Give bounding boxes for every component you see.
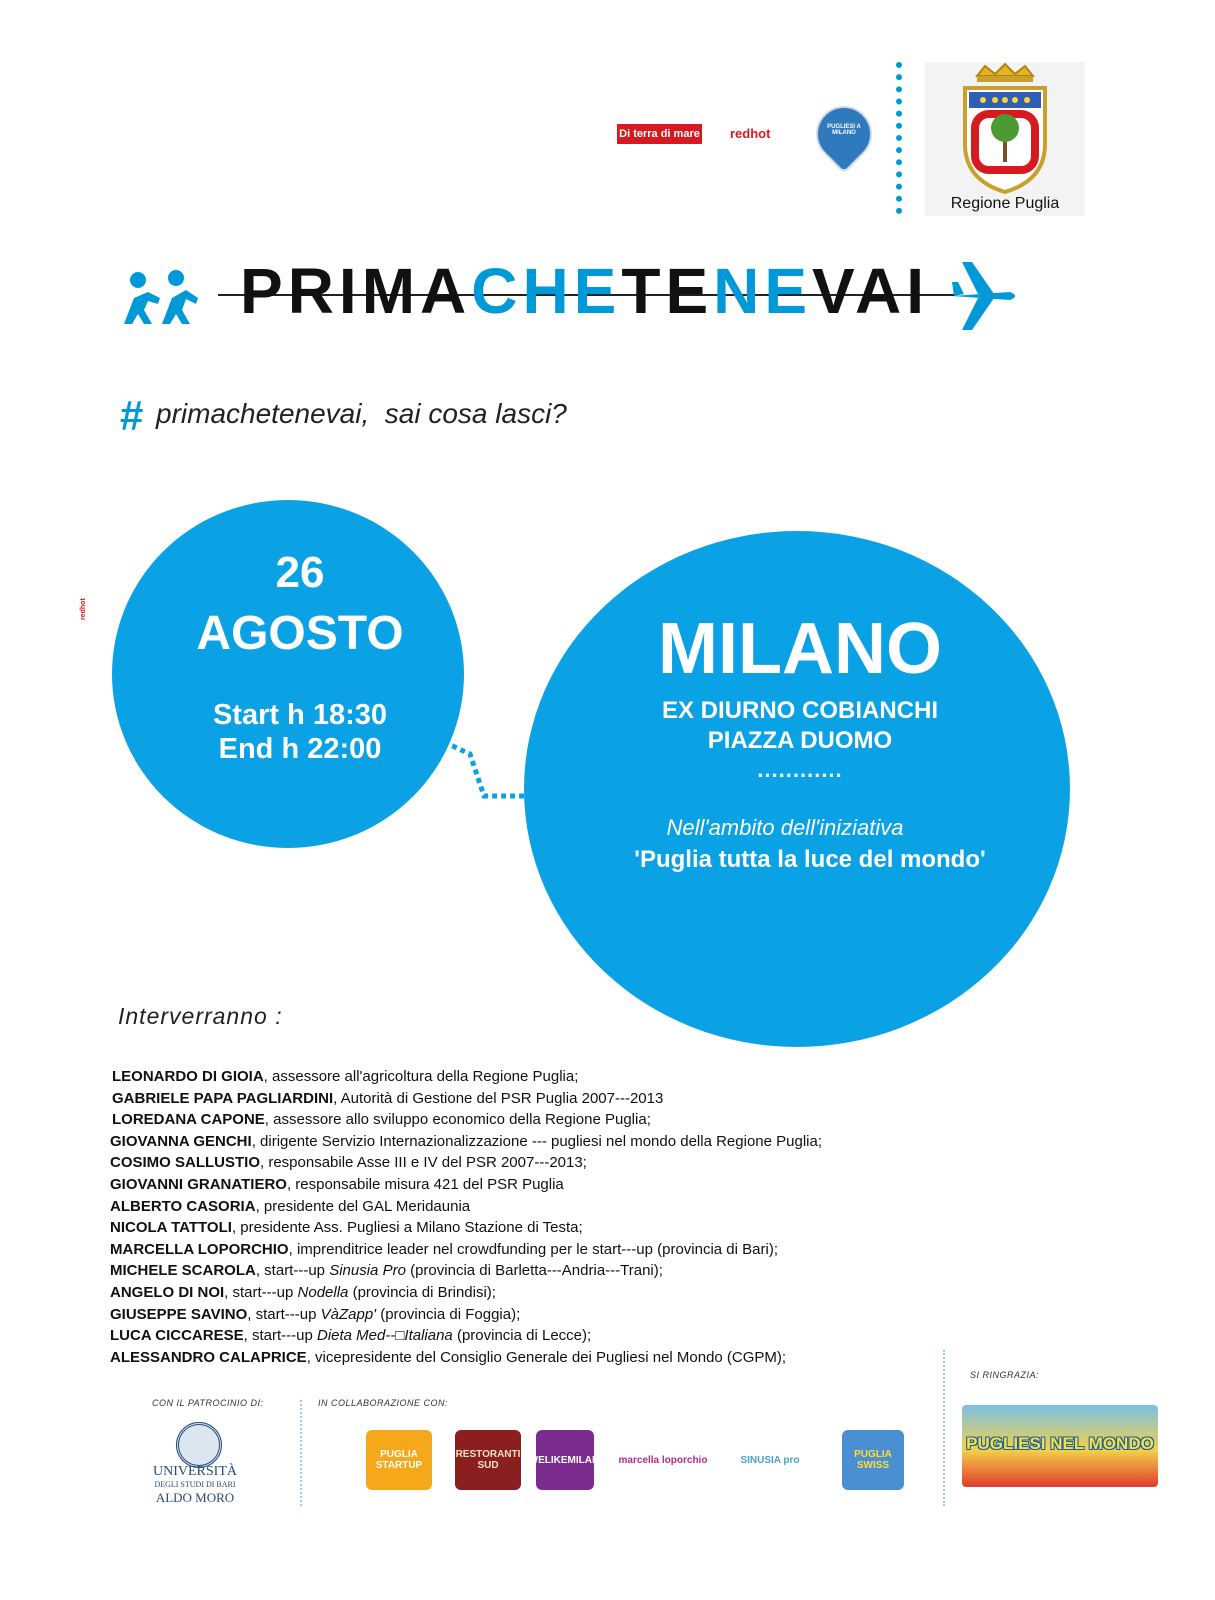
speaker-role-prefix: , start---up bbox=[243, 1327, 317, 1345]
partner-logo: SINUSIA pro bbox=[722, 1430, 818, 1490]
regione-puglia-label: Regione Puglia bbox=[950, 195, 1060, 212]
pugliesi-nel-mondo-label: PUGLIESI NEL MONDO bbox=[966, 1434, 1154, 1453]
speaker-name: NICOLA TATTOLI bbox=[110, 1219, 232, 1237]
venue-square: PIAZZA DUOMO bbox=[707, 727, 893, 754]
speaker-row bbox=[106, 1260, 1106, 1282]
startup-name: Dieta Med--□Italiana bbox=[316, 1327, 453, 1345]
speaker-role-prefix: , start---up bbox=[255, 1262, 330, 1280]
initiative-name: 'Puglia tutta la luce del mondo' bbox=[634, 846, 986, 873]
footer-divider-1 bbox=[300, 1400, 302, 1506]
collaboration-label: IN COLLABORAZIONE CON: bbox=[318, 1398, 449, 1408]
speaker-role: , dirigente Servizio Internazionalizzazione --- pugliesi nel mondo della Regione Puglia; bbox=[251, 1132, 823, 1150]
sponsor-logo-pugliesi-a-milano: PUGLIESI A MILANO bbox=[827, 124, 861, 136]
speaker-name: GIOVANNI GRANATIERO bbox=[110, 1175, 287, 1193]
speaker-role-prefix: , start---up bbox=[247, 1305, 321, 1323]
event-title: PRIMACHETENEVAI bbox=[240, 255, 929, 327]
side-redhot-tag: redhot bbox=[80, 598, 87, 620]
speaker-name: ALESSANDRO CALAPRICE bbox=[110, 1348, 307, 1366]
speaker-role: , presidente del GAL Meridaunia bbox=[255, 1197, 471, 1215]
speaker-name: GIUSEPPE SAVINO bbox=[110, 1305, 248, 1323]
speaker-name: ALBERTO CASORIA bbox=[110, 1197, 256, 1215]
speaker-role: , presidente Ass. Pugliesi a Milano Stazione di Testa; bbox=[231, 1219, 583, 1237]
sponsor-logo-di-terra-di-mare: Di terra di mare bbox=[617, 124, 702, 144]
speaker-row bbox=[106, 1131, 1106, 1153]
university-name-line-3: ALDO MORO bbox=[155, 1490, 235, 1505]
regione-puglia-crest-icon bbox=[925, 62, 1085, 202]
speaker-role: , Autorità di Gestione del PSR Puglia 2007---2013 bbox=[333, 1089, 664, 1107]
speaker-name: MARCELLA LOPORCHIO bbox=[110, 1240, 289, 1258]
speaker-row bbox=[106, 1217, 1106, 1239]
venue-name: EX DIURNO COBIANCHI bbox=[661, 697, 938, 724]
patronage-label: CON IL PATROCINIO DI: bbox=[152, 1398, 264, 1408]
speaker-role: , responsabile misura 421 del PSR Puglia bbox=[286, 1175, 564, 1193]
speaker-role: (provincia di Lecce); bbox=[452, 1327, 592, 1345]
speaker-name: LEONARDO DI GIOIA bbox=[112, 1068, 264, 1085]
startup-name: VàZapp' bbox=[320, 1305, 377, 1323]
speaker-row bbox=[106, 1239, 1106, 1261]
initiative-context: Nell'ambito dell'iniziativa bbox=[666, 815, 904, 840]
speaker-name: MICHELE SCAROLA bbox=[110, 1262, 256, 1280]
speaker-role: , assessore allo sviluppo economico della Regione Puglia; bbox=[264, 1111, 651, 1129]
footer-divider-2 bbox=[943, 1350, 945, 1506]
speaker-name: LOREDANA CAPONE bbox=[112, 1111, 265, 1129]
dotted-connector bbox=[444, 742, 528, 802]
tug-of-war-icon bbox=[118, 268, 218, 332]
event-city: MILANO bbox=[658, 609, 942, 689]
university-seal-icon bbox=[176, 1422, 222, 1468]
speaker-row bbox=[106, 1066, 1106, 1088]
event-month: AGOSTO bbox=[196, 607, 404, 660]
sponsor-logo-redhot: redhot bbox=[730, 126, 771, 141]
speaker-role: (provincia di Foggia); bbox=[376, 1305, 521, 1323]
speaker-row bbox=[106, 1109, 1106, 1131]
startup-name: Sinusia Pro bbox=[329, 1262, 406, 1280]
partner-logo: PUGLIA SWISS bbox=[842, 1430, 904, 1490]
speaker-role-prefix: , start---up bbox=[224, 1283, 298, 1301]
speaker-row bbox=[106, 1347, 1106, 1369]
regione-puglia-logo bbox=[925, 62, 1085, 216]
speaker-name: LUCA CICCARESE bbox=[110, 1327, 244, 1345]
venue-dots-separator: ............ bbox=[757, 757, 843, 782]
speaker-row bbox=[106, 1196, 1106, 1218]
speaker-role: , responsabile Asse III e IV del PSR 2007---2013; bbox=[260, 1154, 587, 1172]
hashtag-tagline: primachetenevai, sai cosa lasci? bbox=[156, 398, 567, 429]
header-divider bbox=[896, 62, 902, 214]
partner-logo: RESTORANTI SUD bbox=[455, 1430, 521, 1490]
event-start-time: Start h 18:30 bbox=[212, 699, 388, 731]
speaker-row bbox=[106, 1174, 1106, 1196]
event-day: 26 bbox=[275, 548, 325, 597]
partner-logo: marcella loporchio bbox=[610, 1430, 716, 1490]
university-name-line-2: DEGLI STUDI DI BARI bbox=[154, 1480, 236, 1489]
startup-name: Nodella bbox=[297, 1283, 349, 1301]
speaker-role: , vicepresidente del Consiglio Generale dei Pugliesi nel Mondo (CGPM); bbox=[306, 1348, 787, 1366]
speaker-name: GIOVANNA GENCHI bbox=[110, 1132, 252, 1150]
speaker-role: (provincia di Brindisi); bbox=[348, 1283, 496, 1301]
speaker-name: ANGELO DI NOI bbox=[110, 1283, 225, 1301]
university-name-line-1: UNIVERSITÀ bbox=[153, 1464, 237, 1479]
speaker-row bbox=[106, 1282, 1106, 1304]
speaker-name: COSIMO SALLUSTIO bbox=[110, 1154, 260, 1172]
speaker-role: , assessore all'agricoltura della Regione Puglia; bbox=[263, 1068, 579, 1085]
speaker-row bbox=[106, 1088, 1106, 1110]
speaker-role: (provincia di Barletta---Andria---Trani); bbox=[405, 1262, 663, 1280]
speakers-heading: Interverranno : bbox=[118, 1003, 283, 1029]
airplane-icon bbox=[950, 258, 1020, 334]
speaker-row bbox=[106, 1152, 1106, 1174]
hashtag-icon: # bbox=[120, 392, 144, 439]
speaker-row bbox=[106, 1304, 1106, 1326]
speaker-role: , imprenditrice leader nel crowdfunding per le start---up (provincia di Bari); bbox=[288, 1240, 778, 1258]
partner-logo: #WELIKEMILANO bbox=[536, 1430, 594, 1490]
event-end-time: End h 22:00 bbox=[218, 733, 382, 765]
thanks-label: SI RINGRAZIA: bbox=[970, 1370, 1040, 1380]
speaker-row bbox=[106, 1325, 1106, 1347]
speaker-name: GABRIELE PAPA PAGLIARDINI bbox=[112, 1089, 334, 1107]
partner-logo: PUGLIA STARTUP bbox=[366, 1430, 432, 1490]
speakers-list bbox=[106, 1066, 1106, 1368]
